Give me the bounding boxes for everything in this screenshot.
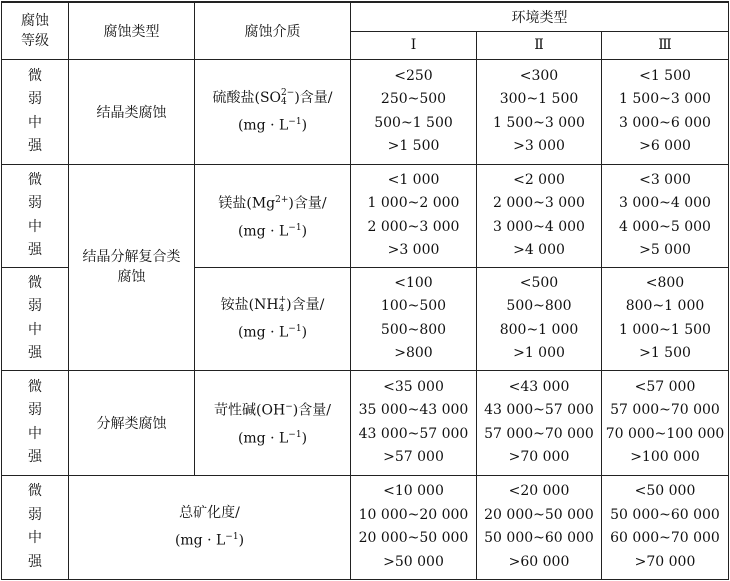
ammonium-env3: <800 800~1 000 1 000~1 500 >1 500: [602, 267, 729, 370]
header-grade: 腐蚀 等级: [2, 2, 69, 59]
medium-ammonium: 铵盐(NH + 4 )含量/ $(mg \cdot L^{-1})$: [195, 267, 351, 370]
grade-cell: 微 弱 中 强: [2, 59, 69, 164]
ammonium-env1: <100 100~500 500~800 >800: [351, 267, 477, 370]
hydroxide-env2: <43 000 43 000~57 000 57 000~70 000 >70 000: [477, 370, 602, 475]
type-crystal: 结晶类腐蚀: [69, 59, 195, 164]
mineral-env1: <10 000 10 000~20 000 20 000~50 000 >50 000: [351, 475, 477, 579]
medium-magnesium: 镁盐$(Mg^{2+})$含量/ $(mg \cdot L^{-1})$: [195, 164, 351, 267]
magnesium-env1: <1 000 1 000~2 000 2 000~3 000 >3 000: [351, 164, 477, 267]
medium-sulfate: 硫酸盐(SO 2− 4 )含量/ $(mg \cdot L^{-1})$: [195, 59, 351, 164]
table-row: [2, 475, 729, 579]
header-env: 环境类型: [351, 2, 729, 31]
table-row: [2, 370, 729, 475]
grade-cell: 微 弱 中 强: [2, 475, 69, 579]
sulfate-env2: <300 300~1 500 1 500~3 000 >3 000: [477, 59, 602, 164]
magnesium-env2: <2 000 2 000~3 000 3 000~4 000 >4 000: [477, 164, 602, 267]
corrosion-grade-table: [1, 1, 729, 580]
table-row: [2, 59, 729, 164]
header-medium: 腐蚀介质: [195, 2, 351, 59]
mineral-env3: <50 000 50 000~60 000 60 000~70 000 >70 000: [602, 475, 729, 579]
ammonium-env2: <500 500~800 800~1 000 >1 000: [477, 267, 602, 370]
magnesium-env3: <3 000 3 000~4 000 4 000~5 000 >5 000: [602, 164, 729, 267]
grade-cell: 微 弱 中 强: [2, 164, 69, 267]
medium-mineralization: 总矿化度/ $(mg \cdot L^{-1})$: [69, 475, 351, 579]
type-composite: 结晶分解复合类 腐蚀: [69, 164, 195, 370]
table-row: [2, 164, 729, 267]
header-type: 腐蚀类型: [69, 2, 195, 59]
sulfate-env3: <1 500 1 500~3 000 3 000~6 000 >6 000: [602, 59, 729, 164]
header-env-2: Ⅱ: [477, 31, 602, 59]
header-env-1: Ⅰ: [351, 31, 477, 59]
hydroxide-env3: <57 000 57 000~70 000 70 000~100 000 >100 000: [602, 370, 729, 475]
type-decomp: 分解类腐蚀: [69, 370, 195, 475]
grade-cell: 微 弱 中 强: [2, 267, 69, 370]
mineral-env2: <20 000 20 000~50 000 50 000~60 000 >60 000: [477, 475, 602, 579]
grade-cell: 微 弱 中 强: [2, 370, 69, 475]
header-env-3: Ⅲ: [602, 31, 729, 59]
medium-hydroxide: 苛性碱(OH−)含量/ $(mg \cdot L^{-1})$: [195, 370, 351, 475]
sulfate-env1: <250 250~500 500~1 500 >1 500: [351, 59, 477, 164]
hydroxide-env1: <35 000 35 000~43 000 43 000~57 000 >57 000: [351, 370, 477, 475]
